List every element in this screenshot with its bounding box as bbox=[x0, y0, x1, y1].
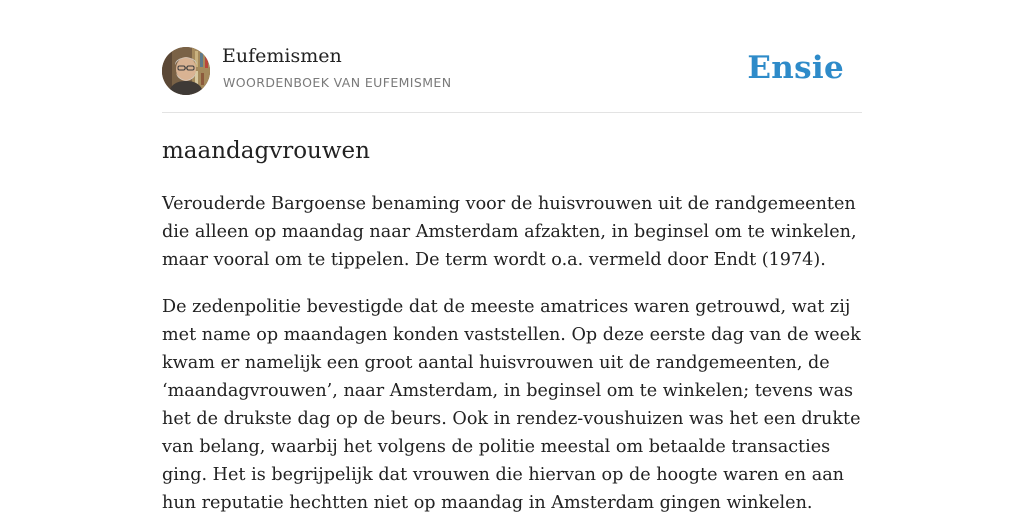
author-avatar[interactable] bbox=[162, 47, 210, 95]
ensie-logo[interactable]: Ensie bbox=[747, 50, 844, 86]
entry-definition bbox=[162, 190, 862, 512]
source-subtitle: WOORDENBOEK VAN EUFEMISMEN bbox=[223, 75, 452, 90]
avatar-portrait-icon bbox=[162, 47, 210, 95]
definition-paragraph: Verouderde Bargoense benaming voor de huisvrouwen uit de randgemeenten die alleen op maandag naar Amsterdam afzakten, in beginsel om te winkelen, maar vooral om te tippelen. De term wordt o.a. vermeld door Endt (1974). bbox=[162, 194, 857, 270]
entry-term: maandagvrouwen bbox=[162, 138, 370, 164]
entry-card bbox=[162, 0, 862, 512]
definition-paragraph: De zedenpolitie bevestigde dat de meeste amatrices waren getrouwd, wat zij met name op maandagen konden vaststellen. Op deze eerste dag van de week kwam er namelijk een groot aantal huisvrouwen uit de randgemeenten, de ‘maandagvrouwen’, naar Amsterdam, in beginsel om te winkelen; tevens was het de drukste dag op de beurs. Ook in rendez-voushuizen was het een drukte van belang, waarbij het volgens de politie meestal om betaalde transacties ging. Het is begrijpelijk dat vrouwen die hiervan op de hoogte waren en aan hun reputatie hechtten niet op maandag in Amsterdam gingen winkelen. bbox=[162, 297, 861, 512]
source-title[interactable]: Eufemismen bbox=[222, 45, 342, 67]
source-header bbox=[162, 0, 862, 113]
